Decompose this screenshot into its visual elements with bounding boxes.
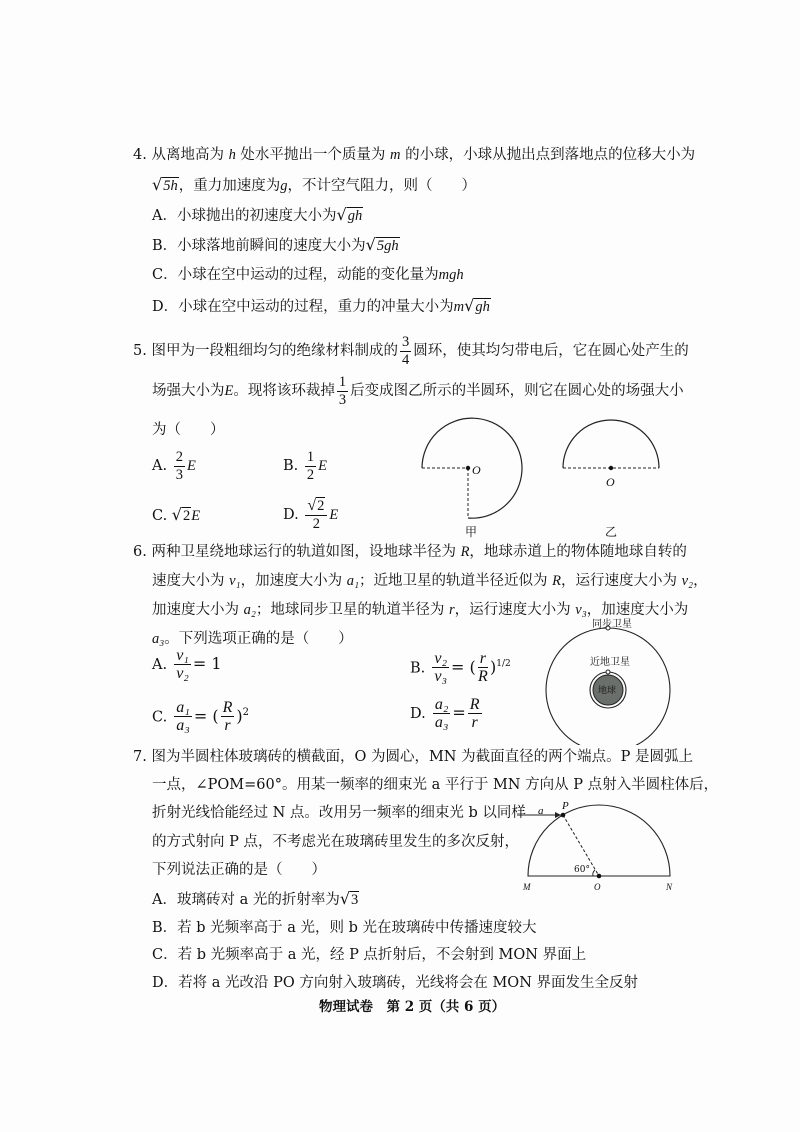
text: 处水平抛出一个质量为 [240, 147, 386, 163]
q4-line2 [152, 175, 476, 196]
q7-option-b: B．若 b 光频率高于 a 光，则 b 光在玻璃砖中传播速度较大 [152, 920, 537, 936]
q6-option-b: B. $\frac{\text{v₂}}{\text{v₃}}$ = ( $\frac{r}{R}$ )$^{1/2}$ [410, 650, 511, 686]
label-earth: 地球 [598, 686, 617, 696]
label-p: P [562, 800, 569, 812]
q7-line1: 7. 图为半圆柱体玻璃砖的横截面，O 为圆心，MN 为截面直径的两个端点。P 是圆弧上 [133, 749, 693, 765]
q7-line3: 折射光线恰能经过 N 点。改用另一频率的细束光 b 以同样 [152, 805, 526, 821]
figure-yi [563, 420, 659, 470]
q5-option-d: D. $\frac{√2}{2}$ E [283, 497, 339, 532]
q4-option-b: B．小球落地前瞬间的速度大小为√5gh [152, 235, 399, 254]
label-a: a [538, 805, 544, 817]
label-jia: 甲 [465, 525, 478, 539]
q5-line2: 场强大小为E。现将该环裁掉 $\frac{1}{3}$ 后变成图乙所示的半圆环，则它在圆心处的场强大小 [152, 373, 684, 408]
q7-line2: 一点，∠POM=60°。用某一频率的细束光 a 平行于 MN 方向从 P 点射入半圆柱体后， [152, 777, 719, 793]
q4-option-c: C．小球在空中运动的过程，动能的变化量为mgh [152, 267, 464, 283]
q5-option-c: C. √2E [152, 505, 201, 524]
sqrt: √gh [464, 296, 490, 315]
q7-line4: 的方式射向 P 点，不考虑光在玻璃砖里发生的多次反射， [152, 834, 519, 850]
label-o: O [472, 463, 481, 477]
q6-line1: 6. 两种卫星绕地球运行的轨道如图，设地球半径为 R，地球赤道上的物体随地球自转的 [133, 544, 687, 560]
label-angle: 60° [574, 865, 590, 875]
text: ，重力加速度为 [178, 178, 281, 194]
q5-line3: 为（ ） [152, 422, 225, 438]
text: 从离地高为 [151, 147, 224, 163]
label-o: O [606, 475, 615, 489]
var: g [280, 178, 288, 194]
q6-line4: a₃。下列选项正确的是（ ） [152, 631, 353, 647]
label-m: M [523, 882, 531, 892]
q4-number: 4. [133, 147, 147, 163]
q6-option-a: A. $\frac{\text{v₁}}{\text{v₂}}$ = 1 [152, 647, 222, 682]
fraction: $\frac{3}{4}$ [401, 333, 410, 368]
sqrt: √gh [336, 205, 363, 224]
q7-option-d: D．若将 a 光改沿 PO 方向射入玻璃砖，光线将会在 MON 界面发生全反射 [152, 975, 638, 991]
q5-option-a: A. $\frac{2}{3}$ E [152, 448, 196, 483]
q6-option-c: C. $\frac{\text{a₁}}{\text{a₃}}$ = ( $\frac{R}{r}$ )$^2$ [152, 699, 249, 735]
q7-line5: 下列说法正确的是（ ） [152, 862, 326, 878]
q6-line3: 加速度大小为 a₂；地球同步卫星的轨道半径为 r，运行速度大小为 v₃，加速度大小为 [152, 602, 689, 618]
ring-figures [410, 405, 680, 545]
label-yi: 乙 [605, 525, 618, 539]
q7-option-c: C．若 b 光频率高于 a 光，经 P 点折射后，不会射到 MON 界面上 [152, 947, 587, 963]
q4-option-d: D．小球在空中运动的过程，重力的冲量大小为m√gh [152, 296, 490, 315]
sqrt: √5gh [365, 235, 399, 254]
var: m [390, 147, 401, 163]
label-n: N [666, 882, 673, 892]
fraction: $\frac{1}{3}$ [338, 373, 347, 408]
label-o: O [594, 882, 601, 892]
q5-option-b: B. $\frac{1}{2}$ E [283, 448, 327, 483]
sqrt: √5h [152, 175, 178, 194]
q6-option-d: D. $\frac{\text{a₂}}{\text{a₃}}$ = $\frac{R}{r}$ [410, 696, 480, 731]
q6-line2: 速度大小为 v₁，加速度大小为 a₁；近地卫星的轨道半径近似为 R，运行速度大小为 v₂， [152, 573, 708, 589]
var: h [228, 147, 236, 163]
q4-line1 [133, 145, 695, 165]
text: 的小球，小球从抛出点到落地点的位移大小为 [405, 147, 696, 163]
label-near-satellite: 近地卫星 [590, 657, 630, 668]
label-sync-satellite: 同步卫星 [592, 619, 632, 630]
q5-line1: 5. 图甲为一段粗细均匀的绝缘材料制成的 $\frac{3}{4}$ 圆环，使其均匀带电后，它在圆心处产生的 [133, 333, 689, 368]
q4-option-a: A．小球抛出的初速度大小为√gh [152, 205, 363, 224]
page-footer: 物理试卷 第 2 页（共 6 页） [319, 999, 506, 1015]
text: ，不计空气阻力，则（ ） [287, 178, 476, 194]
q7-option-a: A．玻璃砖对 a 光的折射率为√3 [152, 889, 359, 908]
